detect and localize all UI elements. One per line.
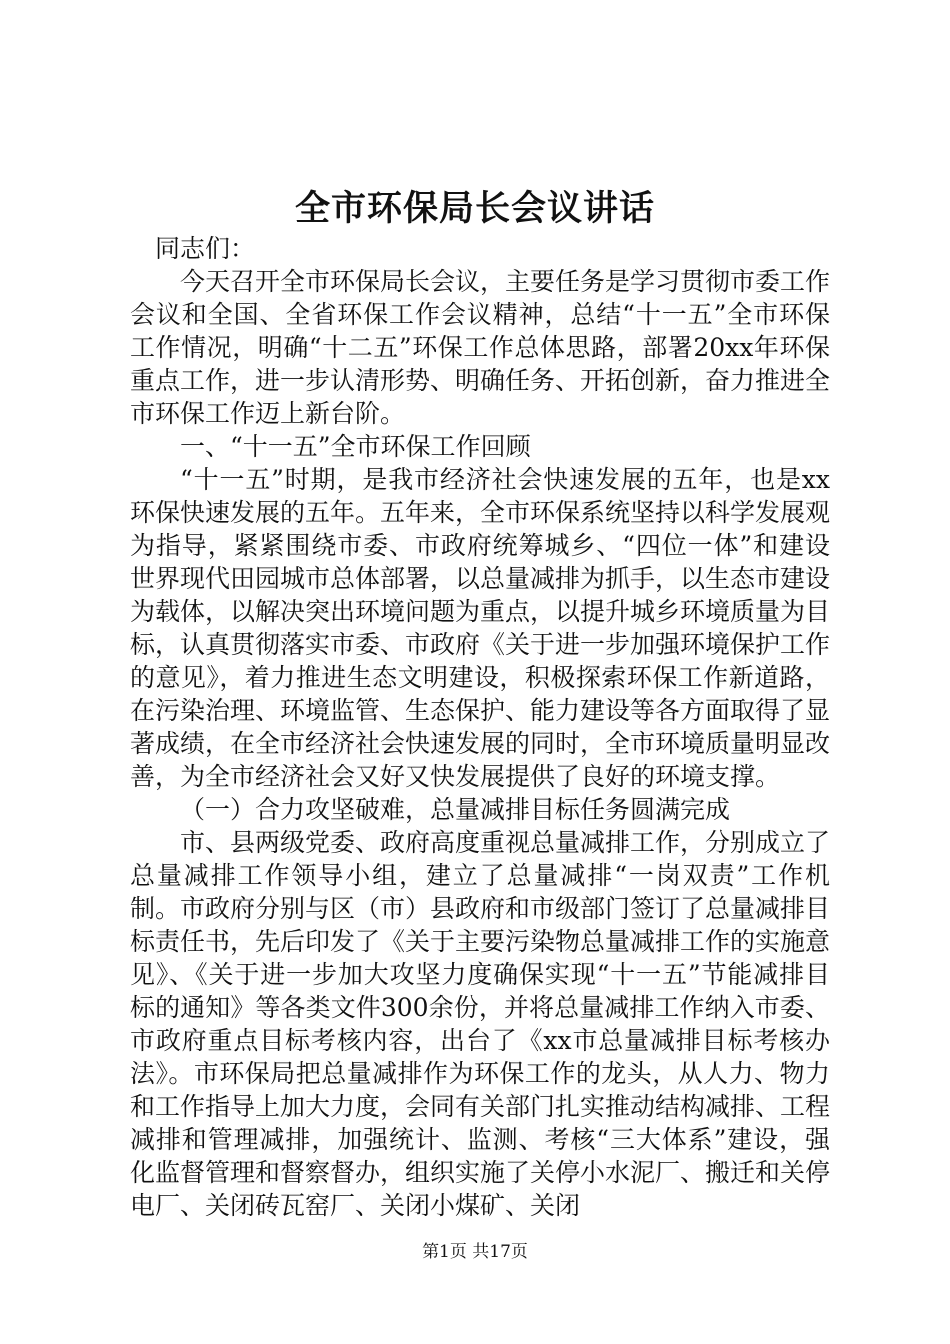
section-heading-1: 一、“十一五”全市环保工作回顾 bbox=[180, 432, 531, 461]
page-number: 第1页 共17页 bbox=[422, 1242, 528, 1262]
document-body bbox=[130, 232, 830, 1222]
paragraph-emission-reduction: 市、县两级党委、政府高度重视总量减排工作，分别成立了总量减排工作领导小组，建立了总量减排“一岗双责”工作机制。市政府分别与区（市）县政府和市级部门签订了总量减排目标责任书，先后印发了《关于主要污染物总量减排工作的实施意见》、《关于进一步加大攻坚力度确保实现“十一五”节能减排目标的通知》等各类文件300余份，并将总量减排工作纳入市委、市政府重点目标考核内容，出台了《xx市总量减排目标考核办法》。市环保局把总量减排作为环保工作的龙头，从人力、物力和工作指导上加大力度，会同有关部门扎实推动结构减排、工程减排和管理减排，加强统计、监测、考核“三大体系”建设，强化监督管理和督察督办，组织实施了关停小水泥厂、搬迁和关停电厂、关闭砖瓦窑厂、关闭小煤矿、关闭 bbox=[130, 828, 831, 1220]
greeting: 同志们： bbox=[155, 234, 256, 263]
paragraph-intro: 今天召开全市环保局长会议，主要任务是学习贯彻市委工作会议和全国、全省环保工作会议精神，总结“十一五”全市环保工作情况，明确“十二五”环保工作总体思路，部署20xx年环保重点工作，进一步认清形势、明确任务、开拓创新，奋力推进全市环保工作迈上新台阶。 bbox=[130, 267, 831, 428]
document-title: 全市环保局长会议讲话 bbox=[294, 188, 655, 229]
paragraph-review: “十一五”时期，是我市经济社会快速发展的五年，也是xx环保快速发展的五年。五年来，全市环保系统坚持以科学发展观为指导，紧紧围绕市委、市政府统筹城乡、“四位一体”和建设世界现代田园城市总体部署，以总量减排为抓手，以生态市建设为载体，以解决突出环境问题为重点，以提升城乡环境质量为目标，认真贯彻落实市委、市政府《关于进一步加强环境保护工作的意见》，着力推进生态文明建设，积极探索环保工作新道路，在污染治理、环境监管、生态保护、能力建设等各方面取得了显著成绩，在全市经济社会快速发展的同时，全市环境质量明显改善，为全市经济社会又好又快发展提供了良好的环境支撑。 bbox=[130, 465, 831, 791]
subsection-heading-1: （一）合力攻坚破难，总量减排目标任务圆满完成 bbox=[180, 795, 731, 824]
